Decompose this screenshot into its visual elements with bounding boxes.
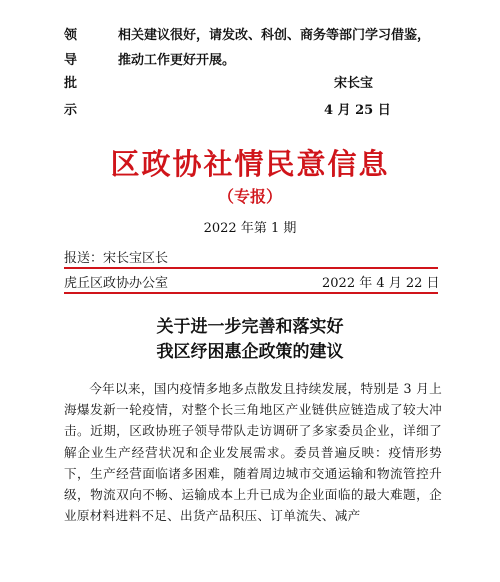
- divider-line: [64, 292, 438, 294]
- article-body: [64, 378, 442, 526]
- instruction-label-char: 领: [64, 28, 78, 43]
- report-to: 报送：宋长宝区长: [64, 251, 169, 266]
- instruction-label-char: 示: [64, 103, 78, 118]
- instruction-signer: 宋长宝: [334, 76, 374, 91]
- masthead-title: 区政协社情民意信息: [110, 147, 390, 181]
- instruction-label-char: 导: [64, 53, 78, 68]
- instruction-line: 推动工作更好开展。: [118, 53, 236, 68]
- article-title: 我区纾困惠企政策的建议: [156, 342, 344, 362]
- issue-number: 2022 年第 1 期: [203, 221, 297, 236]
- issuing-office: 虎丘区政协办公室: [64, 276, 169, 291]
- instruction-label-char: 批: [64, 76, 78, 91]
- body-paragraph: 今年以来，国内疫情多地多点散发且持续发展，特别是 3 月上海爆发新一轮疫情，对整个长三角地区产业链供应链造成了较大冲击。近期，区政协班子领导带队走访调研了多家委员企业，详细了解企业生产经营状况和企业发展需求。委员普遍反映：疫情形势下，生产经营面临诸多困难，随着周边城市交通运输和物流管控升级，物流双向不畅、运输成本上升已成为企业面临的最大难题，企业原材料进料不足、出货产品积压、订单流失、减产: [64, 381, 442, 524]
- instruction-line: 相关建议很好，请发改、科创、商务等部门学习借鉴，: [118, 28, 431, 43]
- article-title: 关于进一步完善和落实好: [156, 317, 344, 337]
- instruction-date: 4 月 25 日: [324, 103, 391, 118]
- masthead-subtitle: （专报）: [217, 187, 282, 206]
- divider-line: [64, 267, 438, 269]
- issue-date: 2022 年 4 月 22 日: [322, 276, 440, 291]
